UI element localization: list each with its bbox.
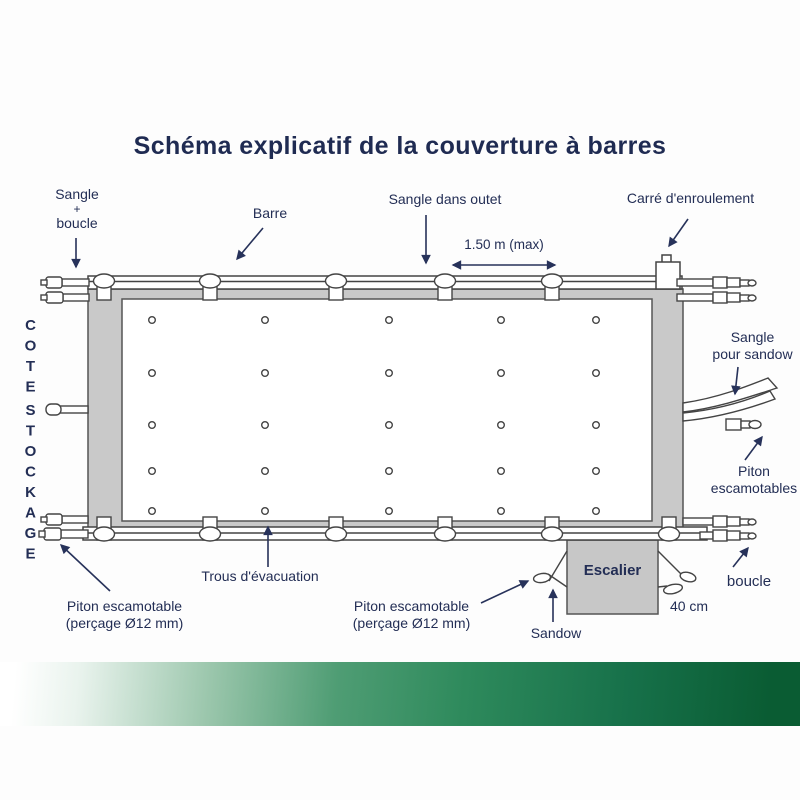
label-sangle-sandow: Sangle pour sandow [712, 329, 793, 362]
label-sangle-boucle: Sangle + boucle [55, 186, 99, 231]
cover-body [88, 289, 683, 528]
top-rail [88, 276, 682, 289]
sandow-fork-shape [683, 378, 777, 430]
label-piton-center: Piton escamotable (perçage Ø12 mm) [352, 598, 471, 631]
label-piton-left: Piton escamotable (perçage Ø12 mm) [65, 598, 184, 631]
label-dimension-max: 1.50 m (max) [464, 237, 544, 252]
label-escalier: Escalier [583, 562, 642, 579]
label-sandow: Sandow [530, 625, 582, 641]
footer-gradient-bar [0, 662, 800, 726]
label-trous-evacuation: Trous d'évacuation [201, 568, 319, 584]
label-40cm: 40 cm [669, 598, 709, 614]
label-carre-enroulement: Carré d'enroulement [626, 190, 755, 206]
side-label-stockage: STOCKAGE [22, 402, 39, 566]
label-sangle-outet: Sangle dans outet [388, 191, 502, 207]
left-straps [39, 277, 89, 540]
label-barre: Barre [252, 205, 288, 221]
label-boucle: boucle [726, 573, 772, 590]
side-label-cote: COTE [22, 317, 39, 399]
bottom-rail [83, 527, 707, 540]
page-title: Schéma explicatif de la couverture à barres [133, 132, 667, 160]
label-piton-escamotables: Piton escamotables [710, 463, 798, 496]
